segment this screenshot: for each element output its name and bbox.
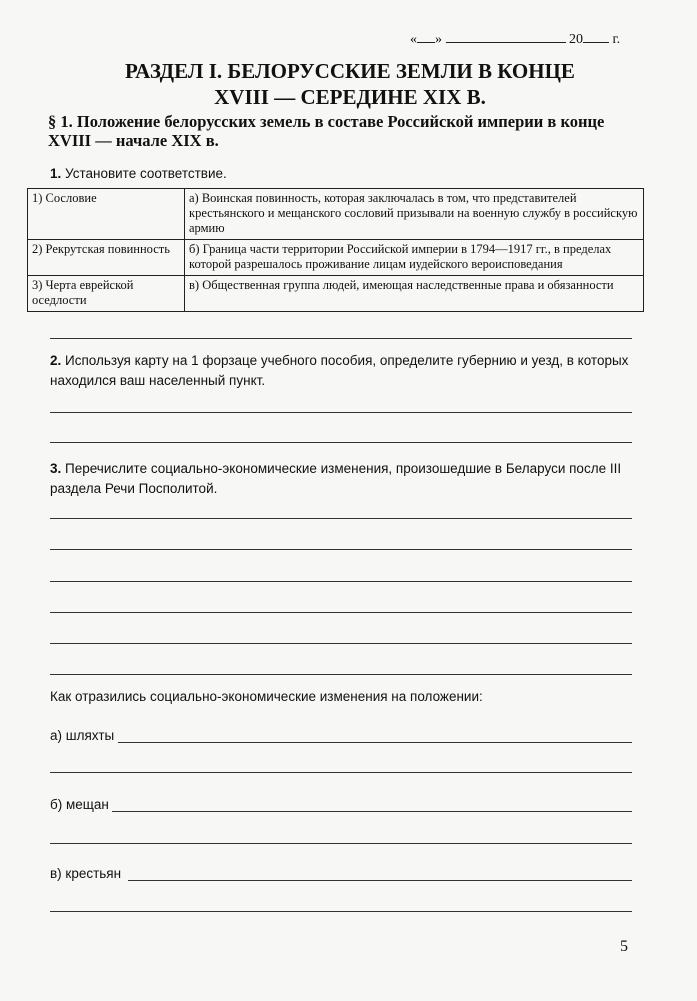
answer-line-task3-4[interactable] [50,612,632,613]
table-row [28,189,644,240]
month-blank[interactable] [446,30,566,43]
page-number: 5 [620,938,628,955]
task2-number: 2. [50,353,62,368]
term-cell: 3) Черта еврейской оседлости [28,276,185,312]
label-shlyakhta: а) шляхты [50,728,115,743]
year-prefix: 20 [569,32,583,47]
answer-line-task3-5[interactable] [50,643,632,644]
label-meshchane: б) мещан [50,797,109,812]
definition-cell: б) Граница части территории Российской империи в 1794—1917 гг., в пределах которой разрешалось проживание лицам иудейского вероисповедания [185,240,644,276]
task2-prompt [50,351,640,391]
answer-line-task2-2[interactable] [50,442,632,443]
answer-line-shlyakhta-1[interactable] [118,742,632,743]
answer-line-shlyakhta-2[interactable] [50,772,632,773]
table-row [28,276,644,312]
task3-text: Перечислите социально-экономические изменения, произошедшие в Беларуси после III раздела Речи Посполитой. [50,461,622,496]
answer-line-meshchane-2[interactable] [50,843,632,844]
task1-number: 1. [50,166,62,181]
answer-line-task3-1[interactable] [50,518,632,519]
definition-cell: а) Воинская повинность, которая заключалась в том, что представителей крестьянского и мещанского сословий призывали на военную службу в российскую армию [185,189,644,240]
label-krestyane: в) крестьян [50,866,122,881]
answer-line-task3-2[interactable] [50,549,632,550]
answer-line-krestyane-1[interactable] [128,880,632,881]
section-title [60,58,640,110]
year-blank[interactable] [583,30,609,43]
day-blank[interactable] [417,30,435,43]
answer-line-task2-1[interactable] [50,412,632,413]
answer-line-task1[interactable] [50,338,632,339]
task3-followup: Как отразились социально-экономические изменения на положении: [50,689,483,704]
task1-prompt [50,164,640,184]
task3-prompt [50,459,640,499]
term-cell: 1) Сословие [28,189,185,240]
task1-text: Установите соответствие. [65,166,227,181]
year-suffix: г. [612,32,621,47]
task2-text: Используя карту на 1 форзаце учебного пособия, определите губернию и уезд, в которых находился ваш населенный пункт. [50,353,629,388]
matching-table [27,188,644,312]
task3-number: 3. [50,461,62,476]
answer-line-task3-3[interactable] [50,581,632,582]
answer-line-meshchane-1[interactable] [112,811,632,812]
section-title-line2: XVIII — СЕРЕДИНЕ XIX В. [214,85,486,109]
date-close-quote: » [435,32,442,47]
answer-line-task3-6[interactable] [50,674,632,675]
table-row [28,240,644,276]
definition-cell: в) Общественная группа людей, имеющая наследственные права и обязанности [185,276,644,312]
answer-line-krestyane-2[interactable] [50,911,632,912]
term-cell: 2) Рекрутская повинность [28,240,185,276]
date-field[interactable] [410,30,660,48]
date-open-quote: « [410,32,417,47]
paragraph-title: § 1. Положение белорусских земель в составе Российской империи в конце XVIII — начале XIX в. [48,112,605,150]
section-title-line1: РАЗДЕЛ I. БЕЛОРУССКИЕ ЗЕМЛИ В КОНЦЕ [125,59,575,83]
